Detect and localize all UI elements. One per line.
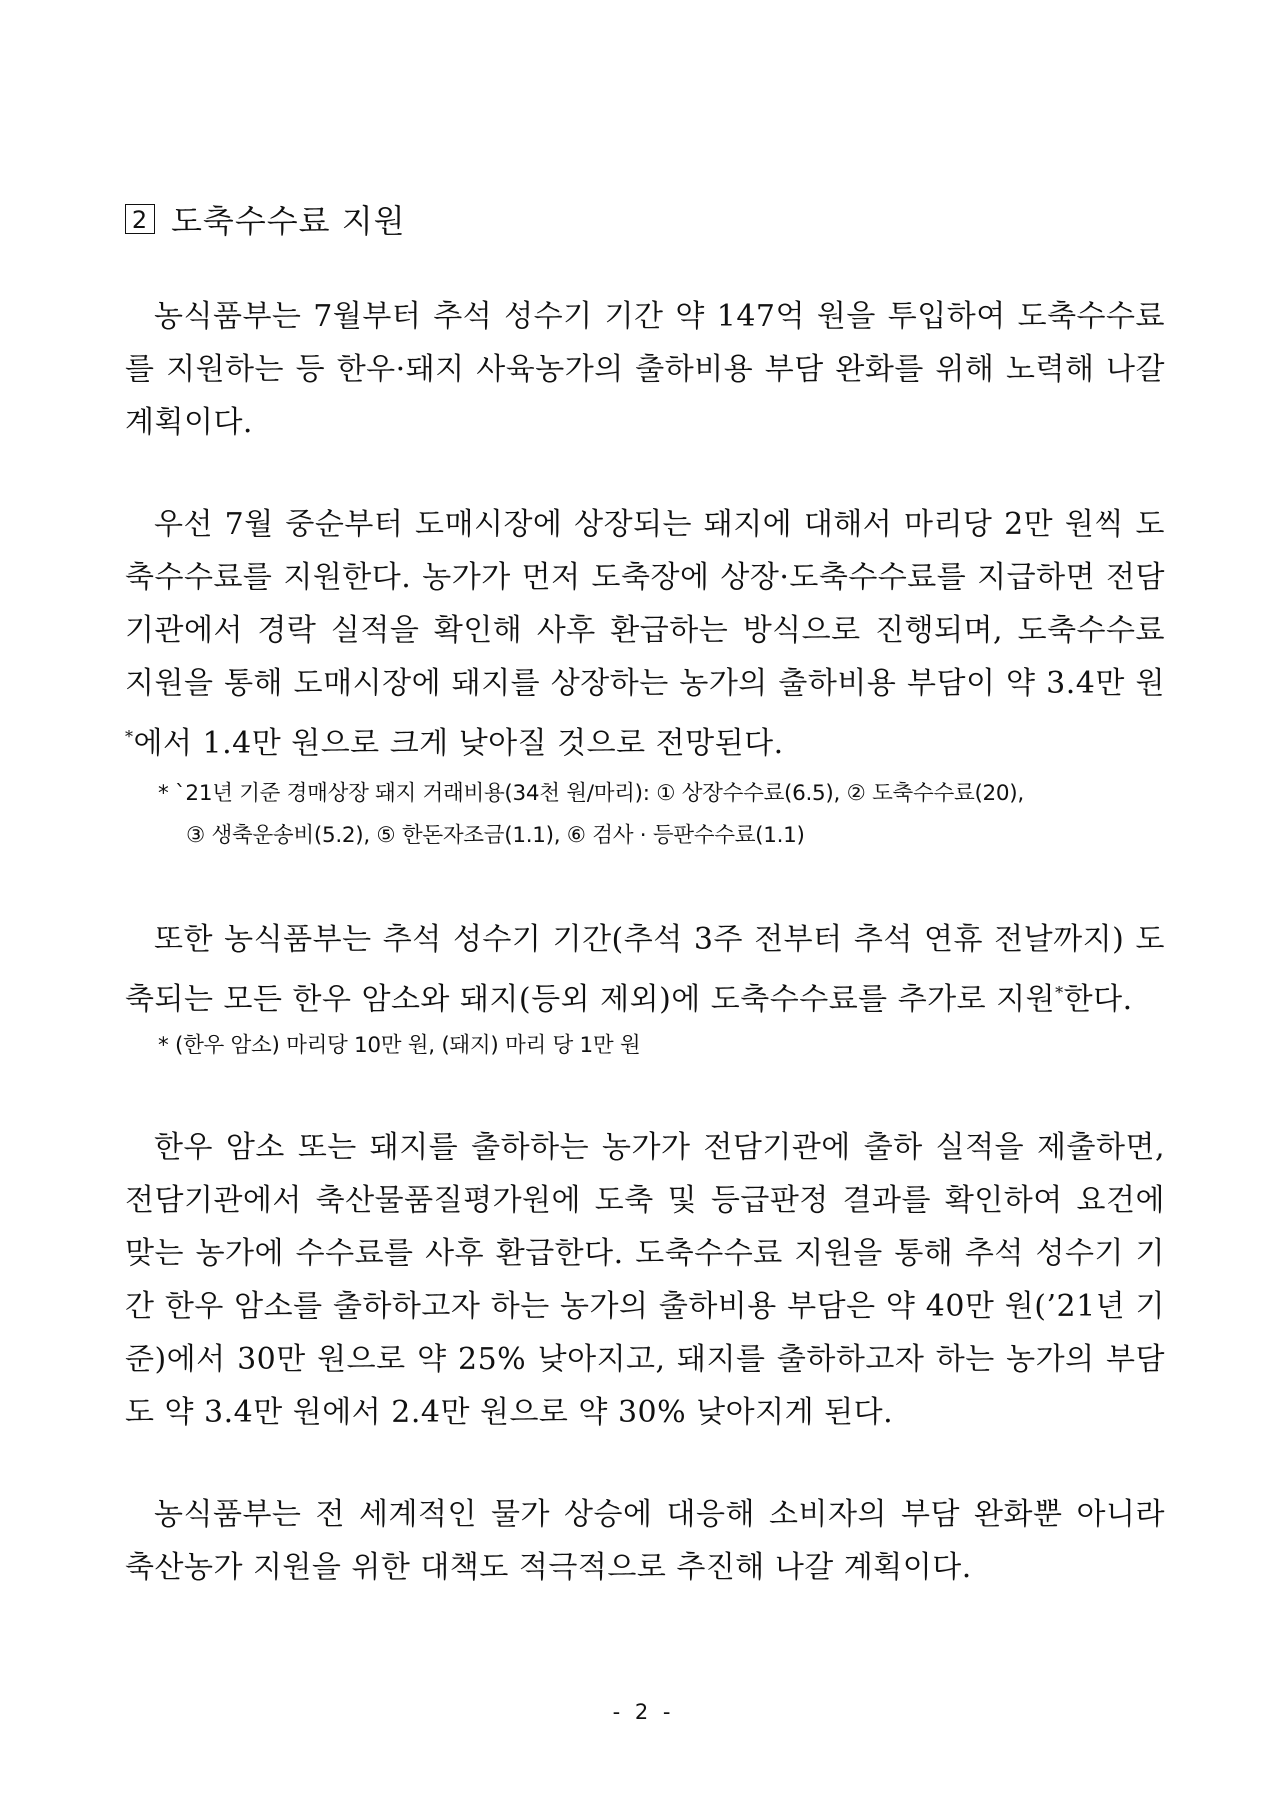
footnote-1-line-2: ③ 생축운송비(5.2), ⑤ 한돈자조금(1.1), ⑥ 검사 · 등판수수료(1.1) [186,823,805,848]
paragraph-5: 농식품부는 전 세계적인 물가 상승에 대응해 소비자의 부담 완화뿐 아니라 축산농가 지원을 위한 대책도 적극적으로 추진해 나갈 계획이다. [125,1497,1165,1585]
section-heading [125,196,406,242]
paragraph-2-text-a: 우선 7월 중순부터 도매시장에 상장되는 돼지에 대해서 마리당 2만 원씩 도축수수료를 지원한다. 농가가 먼저 도축장에 상장·도축수수료를 지급하면 전담기관에서 경락 실적을 확인해 사후 환급하는 방식으로 진행되며, 도축수수료 지원을 통해 도매시장에 돼지를 상장하는 농가의 출하비용 부담이 약 3.4만 원 [125,507,1165,701]
footnote-2: * (한우 암소) 마리당 10만 원, (돼지) 마리 당 1만 원 [158,1033,641,1058]
paragraph-3 [125,913,1165,1026]
footnote-mark-2: * [1055,983,1064,1002]
paragraph-2-text-b: 에서 1.4만 원으로 크게 낮아질 것으로 전망된다. [133,726,784,761]
section-title: 도축수수료 지원 [171,202,406,240]
paragraph-3-text-b: 한다. [1063,982,1133,1017]
footnote-mark-1: * [125,727,134,746]
paragraph-1: 농식품부는 7월부터 추석 성수기 기간 약 147억 원을 투입하여 도축수수료를 지원하는 등 한우·돼지 사육농가의 출하비용 부담 완화를 위해 노력해 나갈 계획이다. [125,299,1165,440]
paragraph-3-text-a: 또한 농식품부는 추석 성수기 기간(추석 3주 전부터 추석 연휴 전날까지) 도축되는 모든 한우 암소와 돼지(등외 제외)에 도축수수료를 추가로 지원 [125,922,1165,1017]
paragraph-2 [125,498,1165,770]
page-number: - 2 - [612,1700,675,1724]
section-number-box: 2 [125,204,155,234]
paragraph-4: 한우 암소 또는 돼지를 출하하는 농가가 전담기관에 출하 실적을 제출하면, 전담기관에서 축산물품질평가원에 도축 및 등급판정 결과를 확인하여 요건에 맞는 농가에 수수료를 사후 환급한다. 도축수수료 지원을 통해 추석 성수기 기간 한우 암소를 출하하고자 하는 농가의 출하비용 부담은 약 40만 원(’21년 기준)에서 30만 원으로 약 25% 낮아지고, 돼지를 출하하고자 하는 농가의 부담도 약 3.4만 원에서 2.4만 원으로 약 30% 낮아지게 된다. [125,1130,1165,1430]
footnote-1-line-1: * `21년 기준 경매상장 돼지 거래비용(34천 원/마리): ① 상장수수료(6.5), ② 도축수수료(20), [158,781,1024,806]
